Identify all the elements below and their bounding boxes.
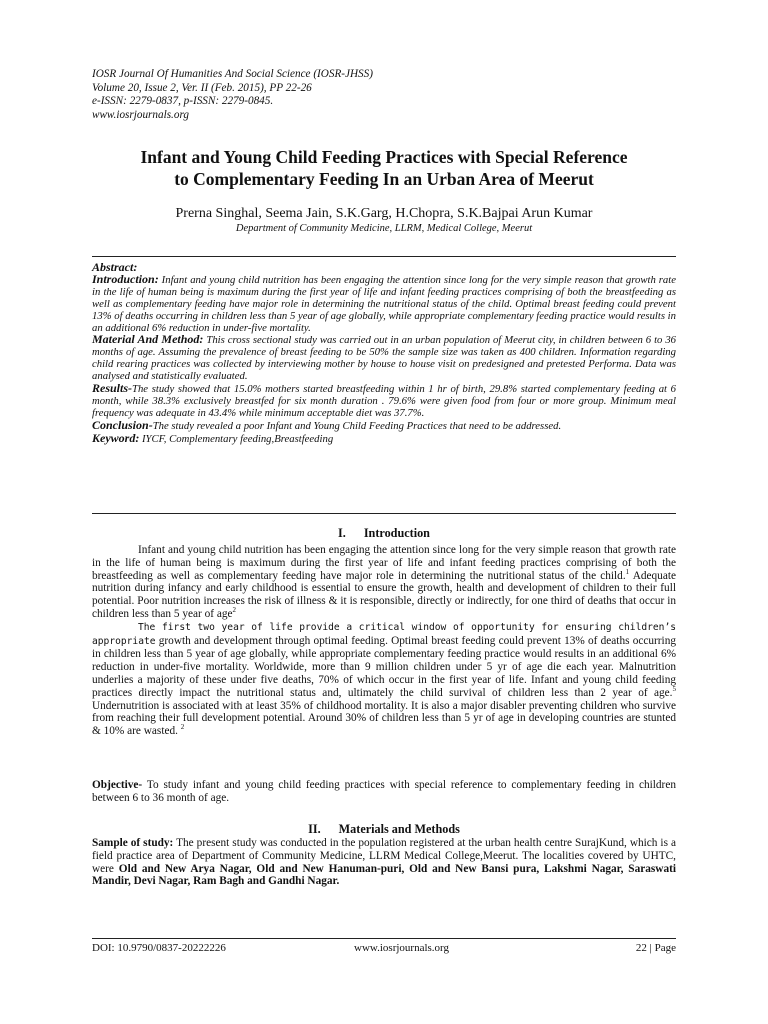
objective-text: To study infant and young child feeding practices with special reference to complementary feeding in children between 6 to 36 month of age. (92, 779, 676, 804)
abstract-top-rule (92, 256, 676, 257)
section-number: I. (338, 526, 346, 540)
intro-p1-text-a: Infant and young child nutrition has been engaging the attention since long for the very simple reason that growth rate in the life of human being is maximum during the first year of life and infant feeding practices comprising of both the breastfeeding as well as complementary feeding have major role in determining the nutritional status of the child. (92, 544, 676, 582)
intro-p2-lead: The first two year of life provide a critical window of opportunity for ensuring children’s appropriate (92, 621, 676, 647)
abstract-label: Abstract: (92, 260, 138, 274)
citation-2b: 2 (180, 723, 185, 732)
footer-page-number: 22 | Page (635, 942, 676, 954)
abstract-results-label: Results- (92, 381, 133, 396)
title-line-1: Infant and Young Child Feeding Practices with Special Reference (140, 147, 628, 167)
localities-list: Old and New Arya Nagar, Old and New Hanuman-puri, Old and New Bansi pura, Lakshmi Nagar, Saraswati Mandir, Devi Nagar, Ram Bagh and Gandhi Nagar. (92, 862, 676, 888)
citation-5: 5 (672, 685, 676, 693)
abstract-method (92, 334, 676, 383)
abstract-conclusion (92, 417, 676, 433)
paper-title (84, 146, 684, 190)
section-heading-introduction (92, 526, 676, 540)
abstract-keyword-text: IYCF, Complementary feeding,Breastfeeding (139, 432, 334, 445)
section-title: Materials and Methods (338, 822, 460, 836)
page-footer (92, 941, 676, 955)
abstract-results-text: The study showed that 15.0% mothers started breastfeeding within 1 hr of birth, 29.8% started complementary feeding at 6 month, while 38.3% exclusively breastfed for six month duration . 79.6% were given food from four or more group. Minimum meal frequency was adequate in 43.4% while minimum acceptable diet was 37.7%. (92, 383, 676, 419)
section-number: II. (308, 822, 321, 836)
abstract-intro-text: Infant and young child nutrition has been engaging the attention since long for the very simple reason that growth rate in the life of human being is maximum during the first year of life and infant feeding practices comprising of both the breastfeeding as well as complementary feeding have major role in determining the nutritional status of the child. Optimal breast feeding could prevent 13% of deaths occurring in children less than 5 year of age globally, while appropriate complementary feeding practice would results in an additional 6% reduction in under-five mortality. (92, 273, 676, 334)
intro-paragraph-2 (92, 621, 676, 738)
journal-issn: e-ISSN: 2279-0837, p-ISSN: 2279-0845. (92, 95, 274, 108)
title-line-2: to Complementary Feeding In an Urban Area of Meerut (174, 169, 594, 189)
section-title: Introduction (363, 526, 430, 540)
abstract-bottom-rule (92, 513, 676, 514)
citation-1: 1 (625, 567, 630, 576)
journal-website[interactable]: www.iosrjournals.org (92, 108, 189, 121)
footer-website[interactable]: www.iosrjournals.org (354, 942, 450, 954)
abstract-intro-label: Introduction: (92, 271, 159, 286)
intro-p1-text-b: Adequate nutrition during infancy and early childhood is essential to ensure the growth, health and development of children to their full potential. Poor nutrition increases the risk of illness & it is responsible, directly or indirectly, for one third of deaths that occur in children less than 5 year of age (92, 569, 676, 620)
sample-paragraph (92, 837, 676, 888)
objective-block (92, 779, 676, 805)
authors: Prerna Singhal, Seema Jain, S.K.Garg, H.Chopra, S.K.Bajpai Arun Kumar (175, 206, 593, 221)
methods-body (92, 837, 676, 888)
abstract-introduction (92, 271, 676, 335)
abstract-method-text: This cross sectional study was carried out in an urban population of Meerut city, in children between 6 to 36 months of age. Assuming the prevalence of breast feeding to be 50% the sample size was taken as 400 children. Information regarding child rearing practices was collected by interviewing mother by house to house visit on predesigned and pretested Performa. Data was analysed and statistically evaluated. (92, 334, 677, 383)
abstract-keywords (92, 430, 676, 446)
journal-volume: Volume 20, Issue 2, Ver. II (Feb. 2015), PP 22-26 (92, 81, 312, 94)
abstract-conclusion-text: The study revealed a poor Infant and Young Child Feeding Practices that need to be addressed. (152, 419, 562, 432)
abstract-conclusion-label: Conclusion- (92, 417, 153, 432)
department: Department of Community Medicine, LLRM, Medical College, Meerut (235, 223, 533, 234)
abstract-method-label: Material And Method: (92, 332, 204, 347)
journal-name: IOSR Journal Of Humanities And Social Science (IOSR-JHSS) (92, 68, 373, 80)
intro-p2-text-b: Undernutrition is associated with at least 35% of childhood mortality. It is also a major disabler preventing children who survive from reaching their full development potential. Around 30% of children less than 5 yr of age in developing countries are stunted & 10% are wasted. (92, 699, 676, 738)
intro-paragraph-1 (92, 544, 676, 621)
objective-label: Objective- (92, 779, 143, 791)
objective-paragraph (92, 779, 676, 805)
citation-2: 2 (232, 606, 237, 615)
abstract-keyword-label: Keyword: (92, 430, 140, 445)
sample-text: The present study was conducted in the population registered at the urban health centre SurajKund, which is a field practice area of Department of Community Medicine, LLRM Medical College,Meerut. The localities covered by UHTC, were (92, 837, 676, 875)
abstract (92, 262, 676, 446)
footer-doi: DOI: 10.9790/0837-20222226 (92, 942, 226, 954)
intro-p2-text-a: growth and development through optimal feeding. Optimal breast feeding could prevent 13% of deaths occurring in children less than 5 year of age globally, while appropriate complementary feeding practice would results in an additional 6% reduction in under-five mortality. Worldwide, more than 9 million children under 5 yr of age die each year. Malnutrition underlies a majority of these under five deaths, 70% of which occur in the first year of life. Infant and young child feeding practices directly impact the nutritional status and, ultimately the child survival of children less than 2 year of age. (92, 634, 676, 699)
abstract-results (92, 383, 676, 420)
sample-label: Sample of study: (92, 837, 174, 849)
footer-rule (92, 938, 676, 939)
introduction-body (92, 544, 676, 738)
section-heading-methods (92, 822, 676, 836)
journal-header (92, 68, 592, 122)
